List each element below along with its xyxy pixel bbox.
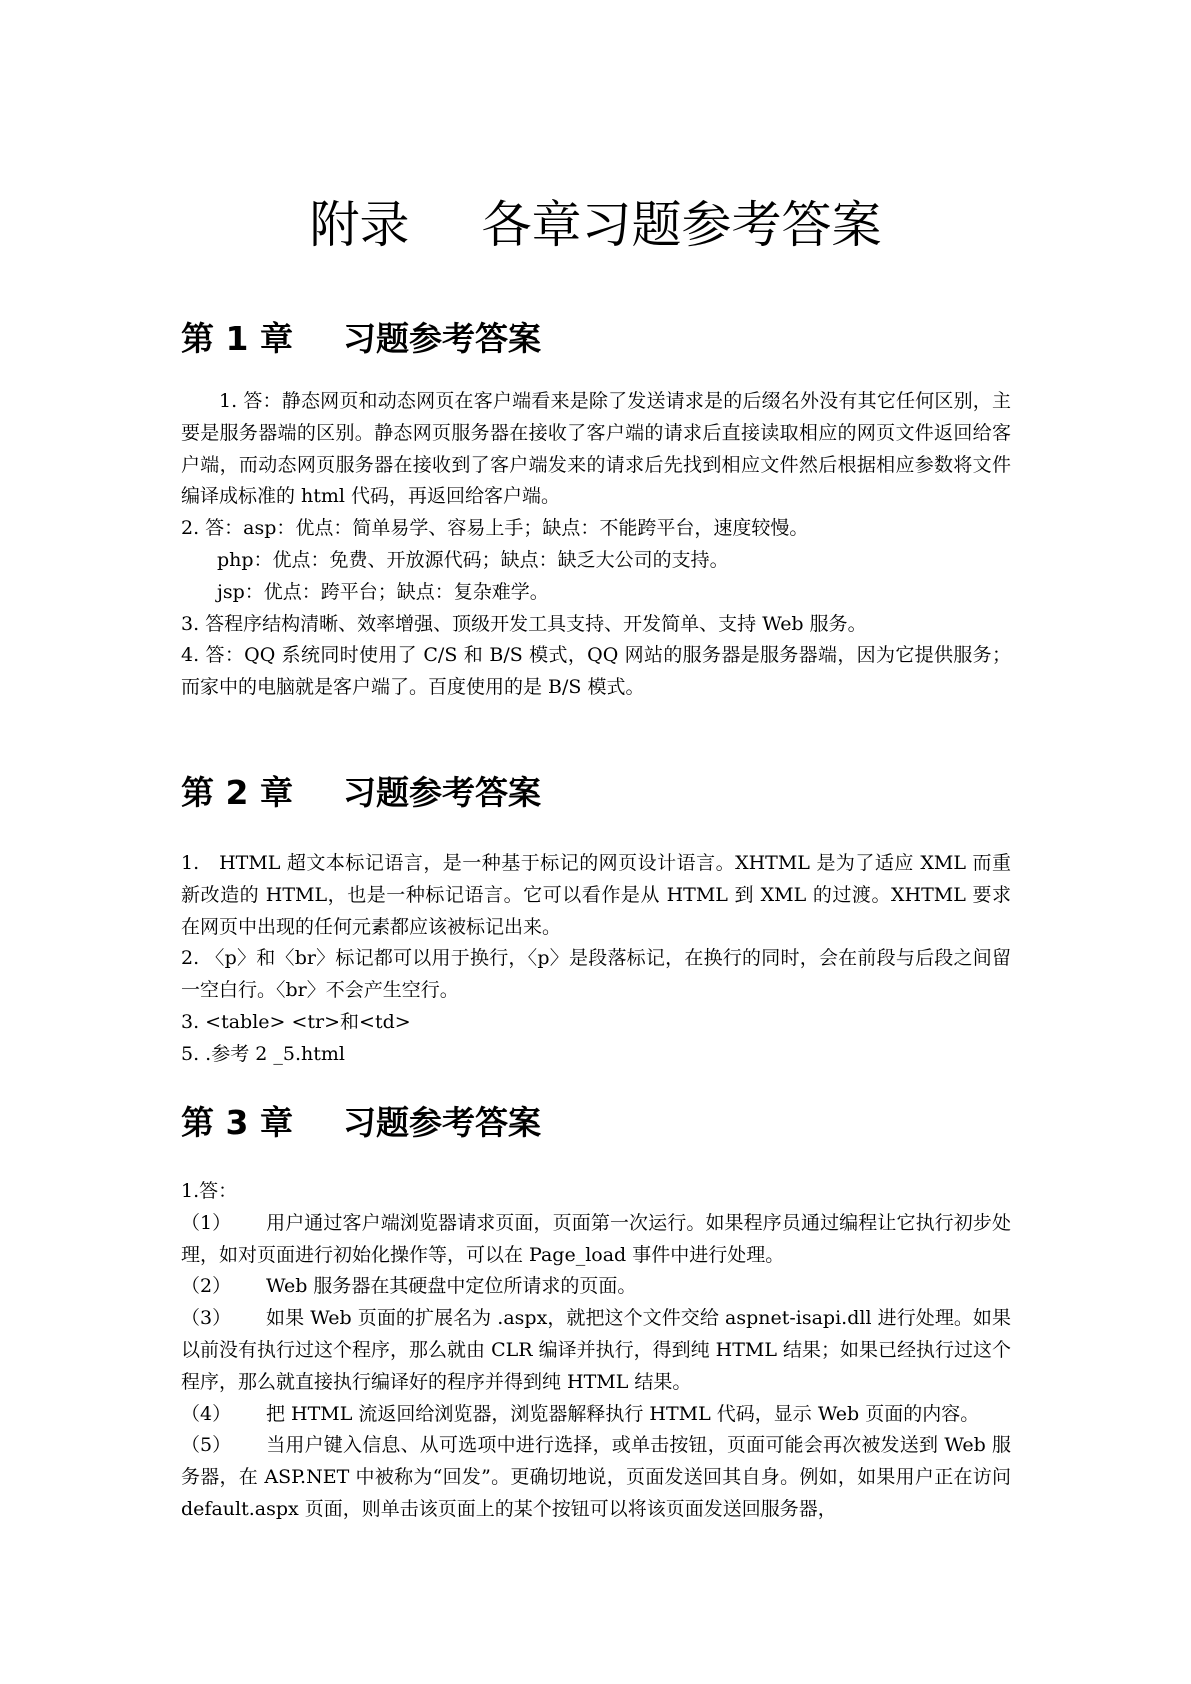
chapter-3-body (181, 1176, 1011, 1526)
list-item-number: （2） (181, 1275, 232, 1298)
list-item (181, 1303, 1011, 1398)
list-item-text: Web 服务器在其硬盘中定位所请求的页面。 (266, 1275, 637, 1298)
list-item-number: （1） (181, 1211, 232, 1234)
chapter-1-heading (181, 319, 541, 358)
title-part-main: 各章习题参考答案 (481, 196, 882, 254)
chapter-heading-text: 习题参考答案 (342, 773, 541, 812)
title-part-appendix: 附录 (309, 196, 410, 254)
chapter-heading-text: 习题参考答案 (342, 319, 541, 358)
list-item (181, 1208, 1011, 1272)
list-item-number: （4） (181, 1402, 232, 1425)
chapter-3-heading (181, 1103, 541, 1142)
chapter-number: 第 1 章 (181, 319, 293, 358)
answer-paragraph: 3. <table> <tr>和<td> (181, 1010, 411, 1033)
answer-paragraph: 3. 答程序结构清晰、效率增强、顶级开发工具支持、开发简单、支持 Web 服务。 (181, 612, 867, 635)
document-title (0, 196, 1191, 254)
list-item-text: 当用户键入信息、从可选项中进行选择，或单击按钮，页面可能会再次被发送到 Web 服务器，在 ASP.NET 中被称为“回发”。更确切地说，页面发送回其自身。例如，如果用户正在访问 default.aspx 页面，则单击该页面上的某个按钮可以将该页面发送回服务器， (181, 1434, 1011, 1520)
answer-paragraph: 2. 〈p〉和〈br〉标记都可以用于换行，〈p〉是段落标记，在换行的同时，会在前段与后段之间留一空白行。〈br〉不会产生空行。 (181, 947, 1011, 1002)
chapter-number: 第 2 章 (181, 773, 293, 812)
answer-paragraph: 1. HTML 超文本标记语言，是一种基于标记的网页设计语言。XHTML 是为了适应 XML 而重新改造的 HTML，也是一种标记语言。它可以看作是从 HTML 到 XML 的过渡。XHTML 要求在网页中出现的任何元素都应该被标记出来。 (181, 852, 1011, 938)
list-item (181, 1430, 1011, 1525)
chapter-1-body (181, 386, 1011, 704)
list-item-number: （5） (181, 1434, 232, 1457)
list-item-number: （3） (181, 1307, 232, 1330)
answer-paragraph: 2. 答：asp：优点：简单易学、容易上手；缺点：不能跨平台，速度较慢。 (181, 517, 809, 540)
list-item (181, 1271, 1011, 1303)
chapter-2-body (181, 848, 1011, 1071)
list-item (181, 1399, 1011, 1431)
list-item-text: 把 HTML 流返回给浏览器，浏览器解释执行 HTML 代码，显示 Web 页面的内容。 (266, 1402, 980, 1425)
chapter-number: 第 3 章 (181, 1103, 293, 1142)
answer-intro: 1.答： (181, 1180, 238, 1202)
list-item-text: 如果 Web 页面的扩展名为 .aspx，就把这个文件交给 aspnet-isapi.dll 进行处理。如果以前没有执行过这个程序，那么就由 CLR 编译并执行，得到纯 HTML 结果；如果已经执行过这个程序，那么就直接执行编译好的程序并得到纯 HTML 结果。 (181, 1307, 1011, 1393)
answer-paragraph: 5. .参考 2 _5.html (181, 1042, 345, 1065)
answer-paragraph: jsp：优点：跨平台；缺点：复杂难学。 (217, 580, 549, 603)
list-item-text: 用户通过客户端浏览器请求页面，页面第一次运行。如果程序员通过编程让它执行初步处理，如对页面进行初始化操作等，可以在 Page_load 事件中进行处理。 (181, 1211, 1011, 1266)
answer-paragraph: php：优点：免费、开放源代码；缺点：缺乏大公司的支持。 (217, 548, 729, 571)
answer-paragraph: 4. 答：QQ 系统同时使用了 C/S 和 B/S 模式，QQ 网站的服务器是服务器端，因为它提供服务；而家中的电脑就是客户端了。百度使用的是 B/S 模式。 (181, 644, 1011, 699)
chapter-2-heading (181, 773, 541, 812)
answer-paragraph: 1. 答：静态网页和动态网页在客户端看来是除了发送请求是的后缀名外没有其它任何区别，主要是服务器端的区别。静态网页服务器在接收了客户端的请求后直接读取相应的网页文件返回给客户端，而动态网页服务器在接收到了客户端发来的请求后先找到相应文件然后根据相应参数将文件编译成标准的 html 代码，再返回给客户端。 (181, 390, 1011, 508)
chapter-heading-text: 习题参考答案 (342, 1103, 541, 1142)
